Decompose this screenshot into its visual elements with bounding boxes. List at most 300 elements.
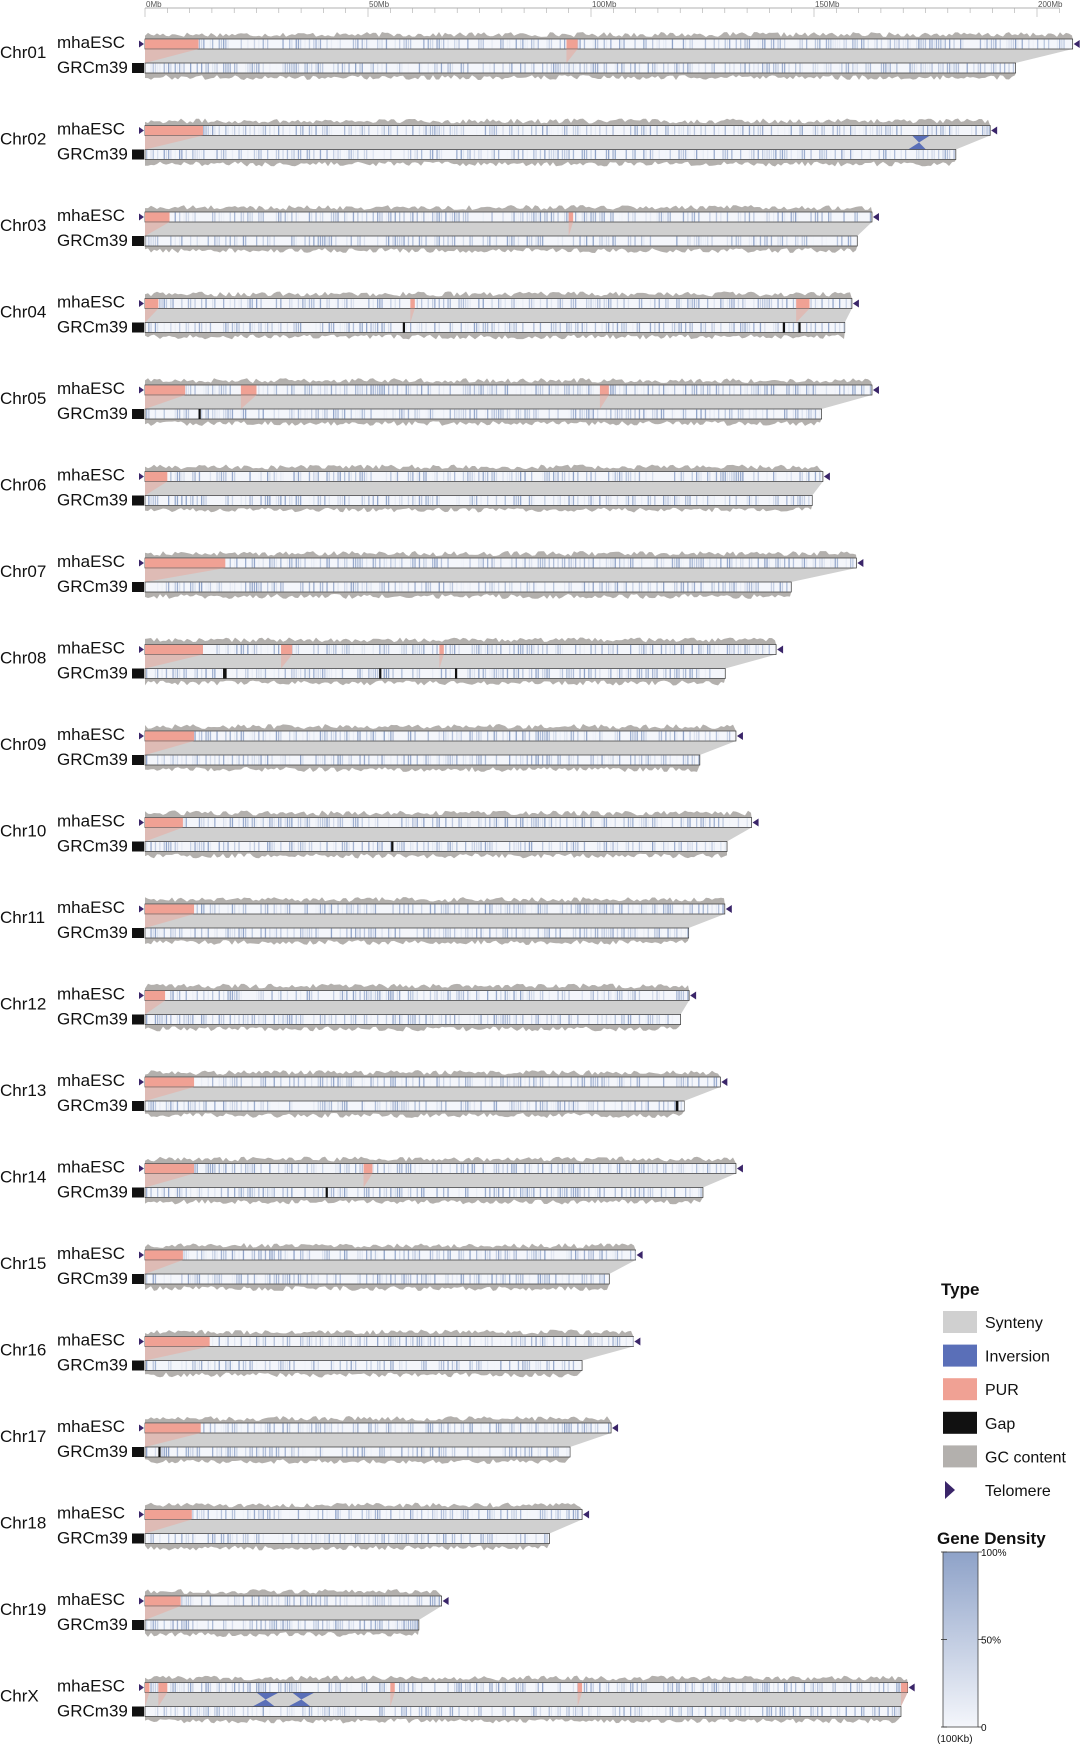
gene-density-stripe [804,150,805,159]
gene-density-stripe [267,237,268,246]
gene-density-stripe [260,1102,261,1111]
gene-density-stripe [467,150,468,159]
gene-density-stripe [423,472,424,481]
gene-density-stripe [353,40,354,49]
gene-density-stripe [214,669,215,678]
gene-density-stripe [439,929,440,938]
gene-density-stripe [590,905,591,914]
gene-density-stripe [810,213,811,222]
gene-density-stripe [276,905,277,914]
gene-density-stripe [639,669,640,678]
chromosome-chr12 [0,984,696,1032]
gene-density-stripe [590,1102,591,1111]
gene-density-stripe [485,818,486,827]
gene-density-stripe [491,669,492,678]
gene-density-stripe [736,40,737,49]
gene-density-stripe [190,929,191,938]
gene-density-stripe [551,842,552,851]
gene-density-stripe [716,559,717,568]
gene-density-stripe [258,991,259,1000]
gene-density-stripe [439,126,440,135]
gene-density-stripe [223,64,224,73]
gene-density-stripe [364,472,365,481]
gene-density-stripe [214,1188,215,1197]
gene-density-stripe [641,905,642,914]
gene-density-stripe [687,929,688,938]
gene-density-stripe [188,386,189,395]
gene-density-stripe [861,40,862,49]
gene-density-stripe [601,583,602,592]
gene-density-stripe [388,645,389,654]
gene-density-stripe [678,472,679,481]
pur-region [145,212,170,221]
gene-density-stripe [661,929,662,938]
gene-density-stripe [672,583,673,592]
gene-density-stripe [542,929,543,938]
gene-density-stripe [949,150,950,159]
gene-density-stripe [573,1188,574,1197]
gene-density-stripe [509,583,510,592]
gene-density-stripe [333,645,334,654]
gene-density-stripe [205,1102,206,1111]
gene-density-stripe [447,756,448,765]
gene-density-stripe [566,213,567,222]
gene-density-stripe [379,559,380,568]
gene-density-stripe [542,1164,543,1173]
gene-density-stripe [522,1188,523,1197]
gene-density-stripe [474,1015,475,1024]
gene-density-stripe [551,40,552,49]
gene-density-stripe [612,842,613,851]
gene-density-stripe [714,472,715,481]
gene-density-stripe [362,583,363,592]
gene-density-stripe [432,64,433,73]
gene-density-stripe [672,905,673,914]
gene-density-stripe [443,472,444,481]
gene-density-stripe [753,299,754,308]
gene-density-stripe [568,496,569,505]
gc-content-track [145,119,990,126]
gene-density-stripe [443,1251,444,1260]
gene-density-stripe [560,818,561,827]
gene-density-stripe [630,64,631,73]
gene-density-stripe [322,1188,323,1197]
gene-density-stripe [529,299,530,308]
gene-density-stripe [773,496,774,505]
gene-density-stripe [335,64,336,73]
gene-density-stripe [522,323,523,332]
gap-block [326,1188,328,1198]
gene-density-stripe [681,559,682,568]
gene-density-stripe [214,64,215,73]
gene-density-stripe [577,496,578,505]
gene-density-stripe [604,929,605,938]
gene-density-stripe [271,583,272,592]
gene-density-stripe [225,472,226,481]
gene-density-stripe [557,1164,558,1173]
gene-density-stripe [159,64,160,73]
gene-density-stripe [681,929,682,938]
gene-density-stripe [652,645,653,654]
gene-density-stripe [535,1015,536,1024]
gene-density-stripe [564,40,565,49]
gene-density-stripe [533,1188,534,1197]
gene-density-stripe [786,386,787,395]
gene-density-stripe [333,756,334,765]
gene-density-stripe [901,150,902,159]
gene-density-stripe [692,756,693,765]
gene-density-stripe [705,64,706,73]
gene-density-stripe [846,299,847,308]
gene-density-stripe [555,410,556,419]
gene-density-stripe [527,64,528,73]
gene-density-stripe [584,645,585,654]
gene-density-stripe [626,410,627,419]
gene-density-stripe [703,496,704,505]
gene-density-stripe [155,64,156,73]
gene-density-stripe [474,323,475,332]
gene-density-stripe [586,150,587,159]
gene-density-stripe [199,818,200,827]
gene-density-stripe [773,410,774,419]
gene-density-stripe [676,1164,677,1173]
gene-density-stripe [485,472,486,481]
gene-density-stripe [654,905,655,914]
gene-density-stripe [485,323,486,332]
gene-density-stripe [522,818,523,827]
gene-density-stripe [487,496,488,505]
gene-density-stripe [667,905,668,914]
gene-density-stripe [639,1164,640,1173]
gene-density-stripe [370,732,371,741]
synteny-ribbon [145,655,776,669]
gene-density-stripe [238,842,239,851]
gene-density-stripe [549,150,550,159]
gene-density-stripe [175,237,176,246]
gene-density-stripe [432,1251,433,1260]
gene-density-stripe [271,150,272,159]
gene-density-stripe [315,1015,316,1024]
gene-density-stripe [485,410,486,419]
gene-density-stripe [469,496,470,505]
gene-density-stripe [681,299,682,308]
gene-density-stripe [227,496,228,505]
gene-density-stripe [342,669,343,678]
gene-density-stripe [595,64,596,73]
gene-density-stripe [650,299,651,308]
gene-density-stripe [155,669,156,678]
gene-density-stripe [890,150,891,159]
gene-density-stripe [568,991,569,1000]
gene-density-stripe [619,213,620,222]
gene-density-stripe [623,386,624,395]
gene-density-stripe [568,559,569,568]
gene-density-stripe [436,126,437,135]
gene-density-stripe [665,732,666,741]
gene-density-stripe [311,213,312,222]
gene-density-stripe [368,818,369,827]
gene-density-stripe [192,496,193,505]
gene-density-stripe [621,64,622,73]
gene-density-stripe [441,126,442,135]
gene-density-stripe [773,472,774,481]
gene-density-stripe [324,905,325,914]
gene-density-stripe [249,842,250,851]
gene-density-stripe [557,1015,558,1024]
gene-density-stripe [428,756,429,765]
gene-density-stripe [518,410,519,419]
gene-density-stripe [841,237,842,246]
gene-density-stripe [861,386,862,395]
gene-density-stripe [738,645,739,654]
gene-density-stripe [480,496,481,505]
gene-density-stripe [575,126,576,135]
gene-density-stripe [397,1102,398,1111]
gene-density-stripe [450,756,451,765]
gap-block [132,150,144,160]
gene-density-stripe [197,991,198,1000]
gene-density-stripe [480,732,481,741]
gene-density-stripe [342,323,343,332]
gene-density-stripe [527,756,528,765]
gene-density-stripe [656,583,657,592]
gene-density-stripe [447,905,448,914]
gene-density-stripe [582,991,583,1000]
gene-density-stripe [476,645,477,654]
gene-density-stripe [749,64,750,73]
gene-density-stripe [912,64,913,73]
gene-density-stripe [293,472,294,481]
gene-density-stripe [340,929,341,938]
gene-density-stripe [370,410,371,419]
gene-density-stripe [214,299,215,308]
gene-density-stripe [821,299,822,308]
gene-density-stripe [619,410,620,419]
gene-density-stripe [643,732,644,741]
gene-density-stripe [698,559,699,568]
gene-density-stripe [582,213,583,222]
gene-density-stripe [953,150,954,159]
gene-density-stripe [586,472,587,481]
gene-density-stripe [648,1078,649,1087]
gene-density-stripe [263,1015,264,1024]
gene-density-stripe [674,645,675,654]
gene-density-stripe [329,1251,330,1260]
gene-density-stripe [249,126,250,135]
gene-density-stripe [432,818,433,827]
gene-density-stripe [641,669,642,678]
gene-density-stripe [304,64,305,73]
gene-density-stripe [269,842,270,851]
gene-density-stripe [575,929,576,938]
gene-density-stripe [146,669,147,678]
gene-density-stripe [584,496,585,505]
gene-density-stripe [791,496,792,505]
gene-density-stripe [443,126,444,135]
gene-density-stripe [300,818,301,827]
gene-density-stripe [656,818,657,827]
gene-density-stripe [720,842,721,851]
gene-density-stripe [540,1251,541,1260]
gene-density-stripe [476,842,477,851]
gap-block [223,669,227,679]
gene-density-stripe [505,818,506,827]
gene-density-stripe [520,905,521,914]
gene-density-stripe [164,1275,165,1284]
gene-density-stripe [212,299,213,308]
gene-density-stripe [408,1164,409,1173]
gene-density-stripe [342,818,343,827]
gene-density-stripe [258,323,259,332]
gene-density-stripe [232,669,233,678]
gene-density-stripe [549,472,550,481]
gene-density-stripe [333,1188,334,1197]
gene-density-stripe [414,150,415,159]
gene-density-stripe [412,991,413,1000]
gene-density-stripe [368,669,369,678]
gene-density-stripe [729,583,730,592]
gene-density-stripe [469,386,470,395]
gene-density-stripe [593,732,594,741]
gene-density-stripe [447,237,448,246]
gene-density-stripe [461,929,462,938]
gene-density-stripe [333,64,334,73]
gene-density-stripe [661,842,662,851]
gene-density-stripe [381,40,382,49]
gene-density-stripe [494,386,495,395]
gene-density-stripe [276,559,277,568]
pur-region [241,385,257,394]
gene-density-stripe [819,559,820,568]
gene-density-stripe [379,991,380,1000]
gene-density-stripe [430,496,431,505]
gene-density-stripe [276,818,277,827]
gene-density-stripe [564,732,565,741]
gene-density-stripe [428,213,429,222]
gene-density-stripe [793,323,794,332]
gene-density-stripe [751,150,752,159]
assembly-label-grcm39: GRCm39 [57,144,128,164]
gene-density-stripe [566,323,567,332]
gene-density-stripe [285,496,286,505]
gene-density-stripe [335,150,336,159]
gene-density-stripe [436,1188,437,1197]
gene-density-stripe [496,1164,497,1173]
gene-density-stripe [531,669,532,678]
gene-density-stripe [388,213,389,222]
gene-density-stripe [291,213,292,222]
gene-density-stripe [590,150,591,159]
gene-density-stripe [535,905,536,914]
gene-density-stripe [615,64,616,73]
gap-block [798,323,800,333]
gene-density-stripe [313,732,314,741]
gene-density-stripe [238,299,239,308]
gene-density-stripe [742,323,743,332]
gene-density-stripe [938,40,939,49]
gene-density-stripe [434,929,435,938]
gene-density-stripe [584,1164,585,1173]
gene-density-stripe [227,905,228,914]
gene-density-stripe [813,410,814,419]
gene-density-stripe [529,1078,530,1087]
gene-density-stripe [441,559,442,568]
gene-density-stripe [461,818,462,827]
gene-density-stripe [403,410,404,419]
gene-density-stripe [467,40,468,49]
gene-density-stripe [522,40,523,49]
gene-density-stripe [307,1251,308,1260]
gene-density-stripe [320,299,321,308]
gene-density-stripe [586,929,587,938]
gene-density-stripe [320,213,321,222]
gene-density-stripe [674,732,675,741]
gene-density-stripe [773,583,774,592]
gene-density-stripe [518,237,519,246]
gene-density-stripe [560,842,561,851]
gene-density-stripe [388,496,389,505]
gene-density-stripe [208,1275,209,1284]
gene-density-stripe [219,1015,220,1024]
gene-density-stripe [641,496,642,505]
gene-density-stripe [868,40,869,49]
gene-density-stripe [392,1015,393,1024]
gene-density-stripe [610,842,611,851]
gene-density-stripe [320,496,321,505]
gene-density-stripe [502,1164,503,1173]
gene-density-stripe [148,496,149,505]
gene-density-stripe [461,64,462,73]
gene-density-stripe [359,126,360,135]
gene-density-stripe [201,410,202,419]
gene-density-stripe [480,929,481,938]
gene-density-stripe [166,669,167,678]
gene-density-stripe [377,1164,378,1173]
gene-density-stripe [916,40,917,49]
gene-density-stripe [703,386,704,395]
gene-density-stripe [445,1102,446,1111]
gene-density-stripe [707,150,708,159]
gene-density-stripe [766,559,767,568]
gene-density-stripe [439,386,440,395]
gene-density-stripe [683,991,684,1000]
gene-density-stripe [291,1188,292,1197]
gene-density-stripe [577,213,578,222]
gene-density-stripe [390,732,391,741]
gene-density-stripe [520,991,521,1000]
gene-density-stripe [960,40,961,49]
gene-density-stripe [639,583,640,592]
gene-density-stripe [194,150,195,159]
gc-content-track [145,984,689,991]
gene-density-stripe [654,126,655,135]
gene-density-stripe [331,1188,332,1197]
gene-density-stripe [267,1188,268,1197]
gene-density-stripe [551,818,552,827]
gene-density-stripe [549,842,550,851]
gene-density-stripe [566,905,567,914]
gene-density-stripe [799,496,800,505]
gene-density-stripe [742,126,743,135]
gene-density-stripe [835,299,836,308]
telomere-marker [139,1165,144,1172]
gene-density-stripe [344,150,345,159]
gene-density-stripe [254,1102,255,1111]
gene-density-stripe [293,842,294,851]
gene-density-stripe [958,126,959,135]
gene-density-stripe [232,1078,233,1087]
gene-density-stripe [729,472,730,481]
